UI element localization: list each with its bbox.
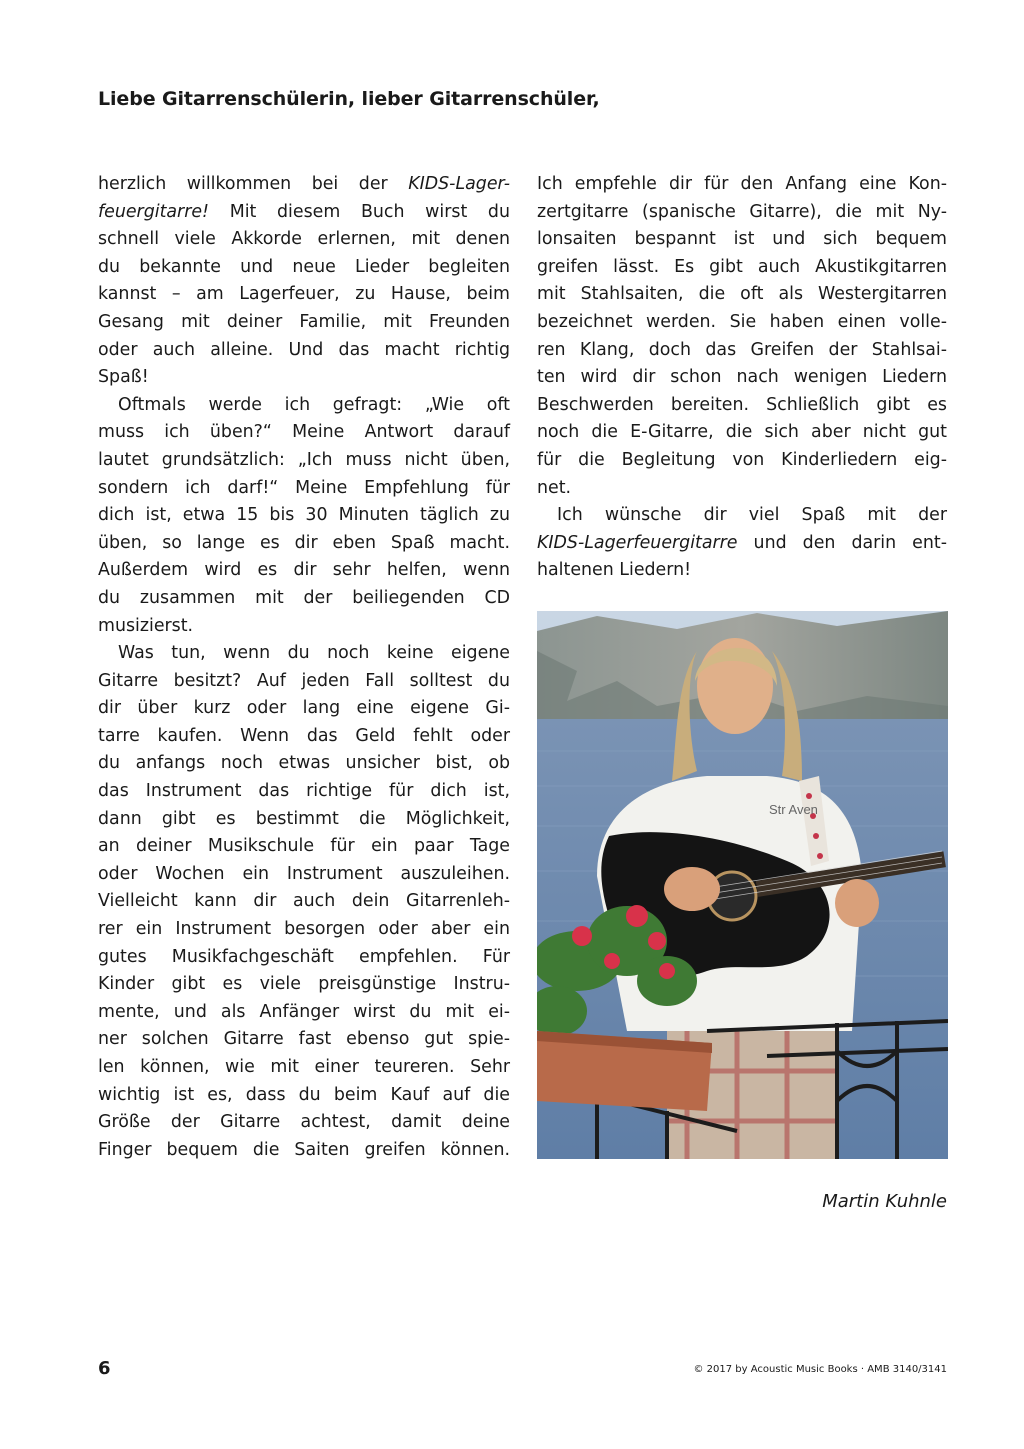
text-line xyxy=(537,530,947,558)
text-line xyxy=(98,750,510,778)
text-run: Was tun, wenn du noch keine eigene xyxy=(118,643,510,664)
text-run: du zusammen mit der beiliegenden CD xyxy=(98,587,510,608)
text-run: und den darin ent- xyxy=(737,532,947,553)
text-line xyxy=(537,171,947,199)
text-line xyxy=(98,723,510,751)
text-run: Oftmals werde ich gefragt: „Wie oft xyxy=(118,394,510,415)
text-line xyxy=(98,695,510,723)
text-line xyxy=(98,944,510,972)
text-run: musizierst. xyxy=(98,615,194,636)
text-line xyxy=(98,254,510,282)
text-run: Ich wünsche dir viel Spaß mit der xyxy=(557,505,947,526)
text-run: dich ist, etwa 15 bis 30 Minuten täglich zu xyxy=(98,505,510,526)
text-run: Ich empfehle dir für den Anfang eine Kon- xyxy=(537,174,947,194)
text-line xyxy=(537,364,947,392)
italic-title: KIDS-Lagerfeuergitarre xyxy=(537,532,738,553)
text-line xyxy=(537,226,947,254)
text-line xyxy=(98,833,510,861)
text-run: kannst – am Lagerfeuer, zu Hause, beim xyxy=(98,284,510,305)
text-line xyxy=(98,199,510,227)
text-line xyxy=(98,171,510,199)
text-run: noch die E-Gitarre, die sich aber nicht gut xyxy=(537,422,947,443)
italic-title: KIDS-Lager- xyxy=(408,174,510,194)
text-run: Kinder gibt es viele preisgünstige Instru- xyxy=(98,974,510,995)
left-text-column xyxy=(98,171,510,1164)
text-run: du anfangs noch etwas unsicher bist, ob xyxy=(98,753,510,774)
text-line xyxy=(98,806,510,834)
text-run: für die Begleitung von Kinderliedern eig- xyxy=(537,449,947,470)
text-run: an deiner Musikschule für ein paar Tage xyxy=(98,836,510,857)
text-run: Finger bequem die Saiten greifen können. xyxy=(98,1139,510,1160)
text-run: greifen lässt. Es gibt auch Akustikgitarren xyxy=(537,256,947,277)
text-line xyxy=(537,392,947,420)
page-heading: Liebe Gitarrenschülerin, lieber Gitarrenschüler, xyxy=(98,88,600,110)
text-line xyxy=(537,337,947,365)
text-run: Beschwerden bereiten. Schließlich gibt es xyxy=(537,394,947,415)
text-run: oder auch alleine. Und das macht richtig xyxy=(98,339,510,360)
text-run: oder Wochen ein Instrument auszuleihen. xyxy=(98,863,510,884)
text-run: mente, und als Anfänger wirst du mit ei- xyxy=(98,1001,510,1022)
right-text-column xyxy=(537,171,947,585)
text-run: dann gibt es bestimmt die Möglichkeit, xyxy=(98,808,510,829)
text-line xyxy=(537,419,947,447)
text-run: mit Stahlsaiten, die oft als Westergitarren xyxy=(537,284,947,305)
text-run: lautet grundsätzlich: „Ich muss nicht üben, xyxy=(98,449,510,470)
text-line xyxy=(537,475,947,503)
text-run: das Instrument das richtige für dich ist, xyxy=(98,781,510,802)
text-run: du bekannte und neue Lieder begleiten xyxy=(98,256,510,277)
text-run: Spaß! xyxy=(98,367,149,388)
text-line xyxy=(98,971,510,999)
text-run: tarre kaufen. Wenn das Geld fehlt oder xyxy=(98,725,510,746)
text-line xyxy=(98,1082,510,1110)
text-run: ten wird dir schon nach wenigen Liedern xyxy=(537,367,947,388)
text-run: rer ein Instrument besorgen oder aber ein xyxy=(98,919,510,940)
text-line xyxy=(537,557,947,585)
text-line xyxy=(537,281,947,309)
page-number: 6 xyxy=(98,1358,111,1379)
text-run: dir über kurz oder lang eine eigene Gi- xyxy=(98,698,510,719)
text-line xyxy=(98,888,510,916)
text-line xyxy=(98,613,510,641)
text-line xyxy=(98,1054,510,1082)
author-photo xyxy=(537,611,948,1159)
text-line xyxy=(98,668,510,696)
author-signature: Martin Kuhnle xyxy=(822,1191,947,1212)
italic-title: feuergitarre! xyxy=(98,201,210,222)
text-line xyxy=(98,861,510,889)
text-line xyxy=(537,309,947,337)
text-line xyxy=(98,557,510,585)
text-line xyxy=(98,585,510,613)
text-line xyxy=(98,778,510,806)
text-run: Größe der Gitarre achtest, damit deine xyxy=(98,1112,510,1133)
text-run: muss ich üben?“ Meine Antwort darauf xyxy=(98,422,510,443)
shirt-print: Str Aven xyxy=(769,802,818,817)
text-run: Gesang mit deiner Familie, mit Freunden xyxy=(98,311,510,332)
text-line xyxy=(98,1137,510,1165)
text-line xyxy=(537,199,947,227)
text-line xyxy=(98,475,510,503)
text-run: üben, so lange es dir eben Spaß macht. xyxy=(98,532,510,553)
text-line xyxy=(98,999,510,1027)
text-line xyxy=(98,392,510,420)
text-run: schnell viele Akkorde erlernen, mit denen xyxy=(98,229,510,250)
text-line xyxy=(98,309,510,337)
text-run: ner solchen Gitarre fast ebenso gut spie- xyxy=(98,1029,510,1050)
text-run: Mit diesem Buch wirst du xyxy=(209,201,510,222)
text-run: Außerdem wird es dir sehr helfen, wenn xyxy=(98,560,510,581)
text-run: gutes Musikfachgeschäft empfehlen. Für xyxy=(98,946,510,967)
text-line xyxy=(98,640,510,668)
text-run: zertgitarre (spanische Gitarre), die mit Ny- xyxy=(537,201,947,222)
text-run: sondern ich darf!“ Meine Empfehlung für xyxy=(98,477,510,498)
text-line xyxy=(98,447,510,475)
text-line xyxy=(98,281,510,309)
text-line xyxy=(98,364,510,392)
copyright-notice: © 2017 by Acoustic Music Books · AMB 3140/3141 xyxy=(693,1364,947,1375)
text-run: haltenen Liedern! xyxy=(537,560,692,581)
text-line xyxy=(98,419,510,447)
text-line xyxy=(98,530,510,558)
text-run: Gitarre besitzt? Auf jeden Fall solltest du xyxy=(98,670,510,691)
text-line xyxy=(537,447,947,475)
text-run: wichtig ist es, dass du beim Kauf auf die xyxy=(98,1084,510,1105)
text-line xyxy=(98,337,510,365)
text-run: herzlich willkommen bei der xyxy=(98,174,409,194)
text-line xyxy=(98,1026,510,1054)
text-run: bezeichnet werden. Sie haben einen volle- xyxy=(537,311,947,332)
text-line xyxy=(98,916,510,944)
text-run: Vielleicht kann dir auch dein Gitarrenleh- xyxy=(98,891,510,912)
text-run: ren Klang, doch das Greifen der Stahlsai- xyxy=(537,339,947,360)
text-run: len können, wie mit einer teureren. Sehr xyxy=(98,1057,510,1077)
text-line xyxy=(537,502,947,530)
text-run: lonsaiten bespannt ist und sich bequem xyxy=(537,229,947,250)
text-run: net. xyxy=(537,477,572,498)
text-line xyxy=(98,226,510,254)
text-line xyxy=(98,1109,510,1137)
text-line xyxy=(98,502,510,530)
text-line xyxy=(537,254,947,282)
